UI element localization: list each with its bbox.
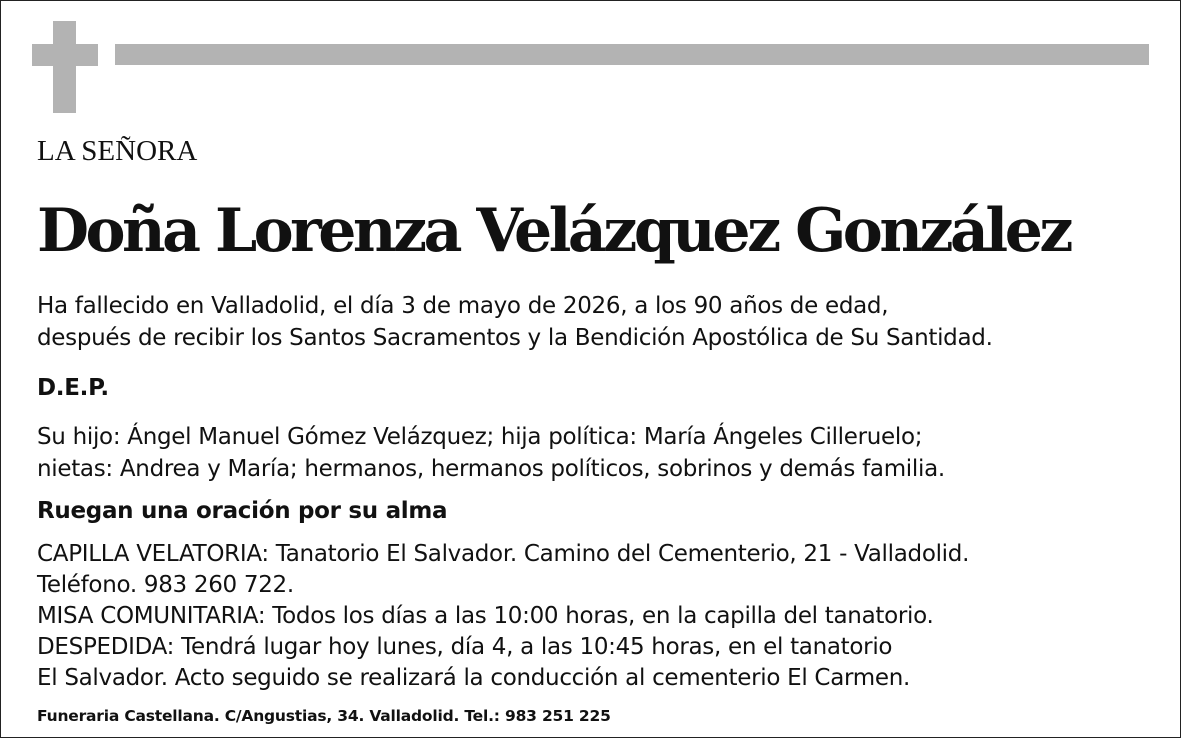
announcement-line-2: después de recibir los Santos Sacramentos y la Bendición Apostólica de Su Santidad.	[37, 325, 993, 351]
header-bar	[115, 44, 1149, 65]
deceased-name: Doña Lorenza Velázquez González	[37, 196, 1070, 266]
details-line-2: Teléfono. 983 260 722.	[37, 572, 294, 598]
family-line-2: nietas: Andrea y María; hermanos, hermanos políticos, sobrinos y demás familia.	[37, 456, 945, 482]
details-line-3: MISA COMUNITARIA: Todos los días a las 10:00 horas, en la capilla del tanatorio.	[37, 603, 934, 629]
prayer-request: Ruegan una oración por su alma	[37, 498, 448, 524]
honorific-prefix: LA SEÑORA	[37, 135, 198, 167]
family-line-1: Su hijo: Ángel Manuel Gómez Velázquez; hija política: María Ángeles Cilleruelo;	[37, 424, 923, 450]
announcement-line-1: Ha fallecido en Valladolid, el día 3 de mayo de 2026, a los 90 años de edad,	[37, 293, 889, 319]
details-line-4: DESPEDIDA: Tendrá lugar hoy lunes, día 4, a las 10:45 horas, en el tanatorio	[37, 634, 893, 660]
rip-abbreviation: D.E.P.	[37, 375, 109, 401]
cross-icon	[32, 21, 98, 113]
details-line-5: El Salvador. Acto seguido se realizará la conducción al cementerio El Carmen.	[37, 665, 910, 691]
funeral-home-footer: Funeraria Castellana. C/Angustias, 34. Valladolid. Tel.: 983 251 225	[37, 707, 611, 725]
details-line-1: CAPILLA VELATORIA: Tanatorio El Salvador. Camino del Cementerio, 21 - Valladolid.	[37, 541, 970, 567]
